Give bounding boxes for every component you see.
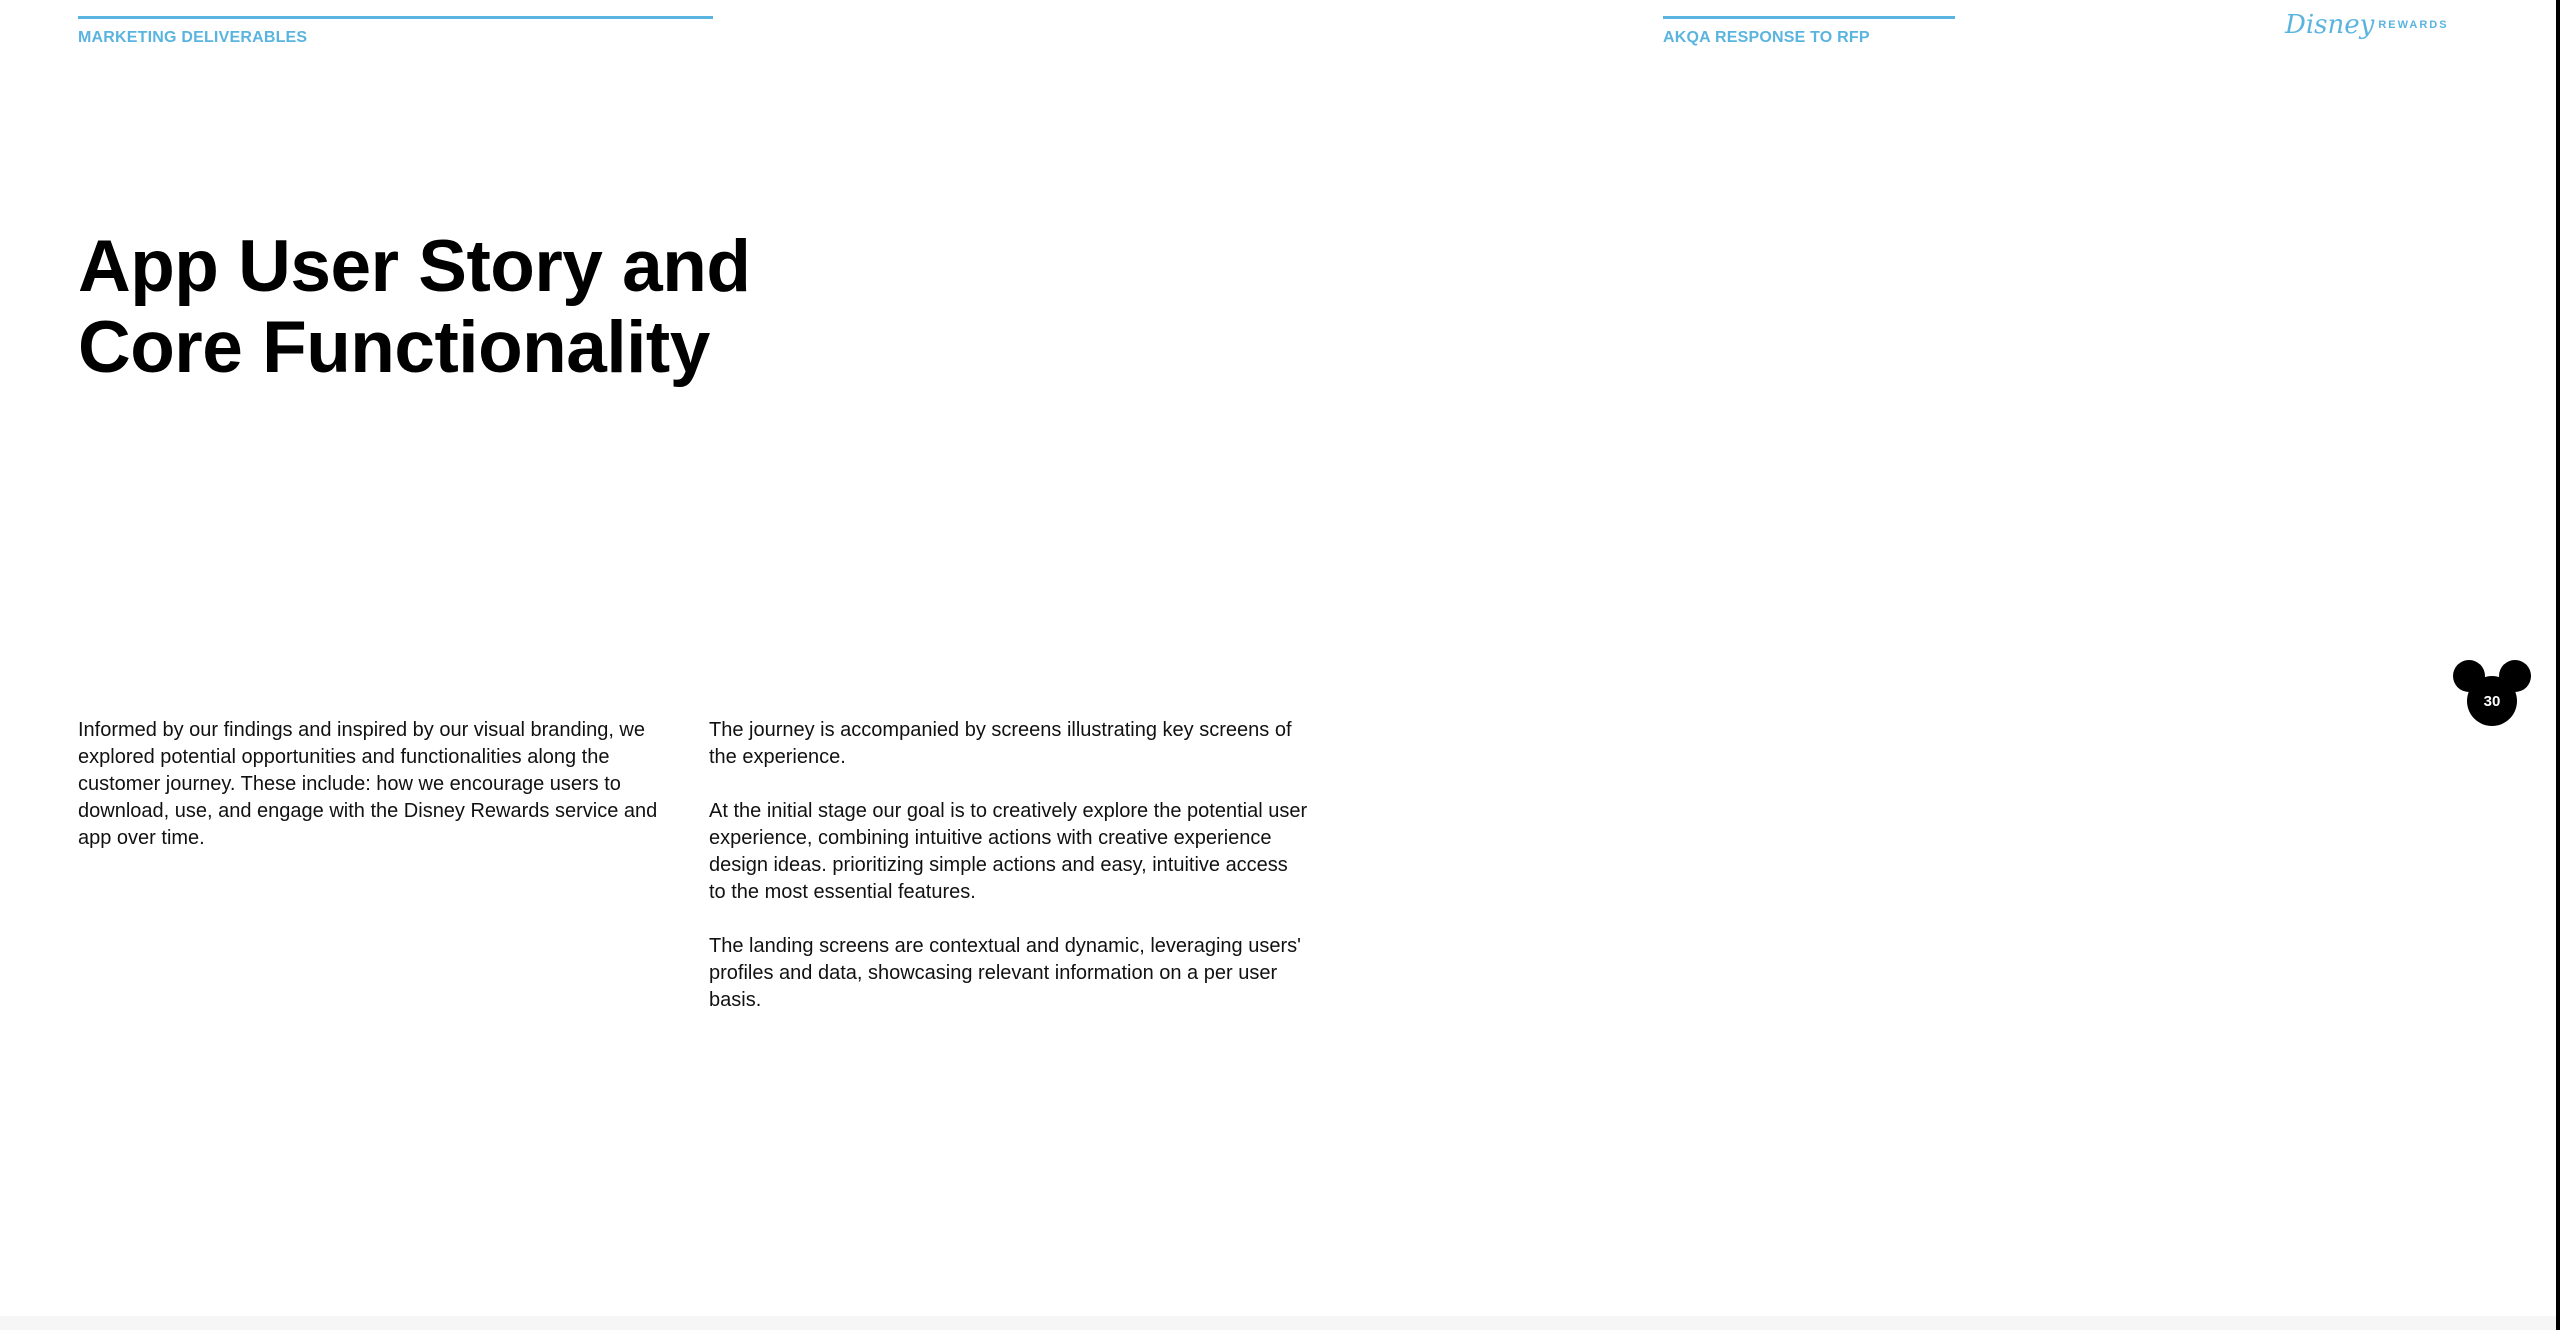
page-title-line-2: Core Functionality [78, 307, 710, 388]
document-label: AKQA RESPONSE TO RFP [1663, 29, 1870, 46]
header-rule-right [1663, 16, 1955, 19]
mouse-head [2467, 676, 2517, 726]
section-label: MARKETING DELIVERABLES [78, 29, 308, 46]
body-paragraph: At the initial stage our goal is to creatively explore the potential user experience, combining intuitive actions with creative experience design ideas. prioritizing simple actions and easy, intuitive access to the most essential features. [709, 800, 1308, 903]
body-paragraph: The landing screens are contextual and dynamic, leveraging users' profiles and data, showcasing relevant information on a per user basis. [709, 935, 1301, 1011]
disney-rewards-logo [2285, 10, 2449, 40]
body-paragraph: The journey is accompanied by screens illustrating key screens of the experience. [709, 719, 1292, 768]
page-title [78, 226, 750, 388]
page-edge-divider [2556, 0, 2560, 1330]
body-column-left [78, 717, 678, 879]
body-paragraph: Informed by our findings and inspired by our visual branding, we explored potential opportunities and functionalities along the customer journey. These include: how we encourage users to download, use, and engage with the Disney Rewards service and app over time. [78, 719, 658, 849]
page-title-line-1: App User Story and [78, 226, 751, 307]
logo-script: Disney [2285, 10, 2375, 40]
bottom-strip [0, 1316, 2556, 1330]
body-column-right [709, 717, 1309, 1041]
logo-word: REWARDS [2378, 19, 2449, 31]
page-number: 30 [2483, 692, 2501, 710]
mouse-ears-icon [2451, 660, 2533, 730]
header-rule-left [78, 16, 713, 19]
